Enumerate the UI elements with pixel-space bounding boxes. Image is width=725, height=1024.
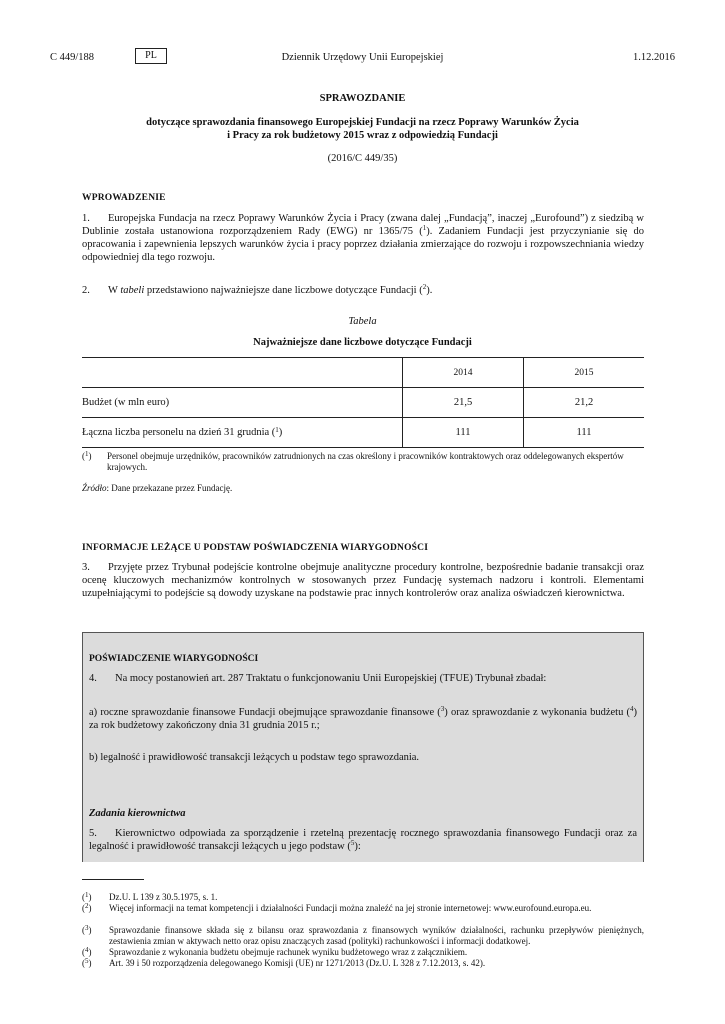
paragraph-2: 2. W tabeli przedstawiono najważniejsze dane liczbowe dotyczące Fundacji ($^2$). (82, 283, 433, 296)
table-row (82, 388, 644, 418)
table-title: Najważniejsze dane liczbowe dotyczące Fundacji (253, 337, 472, 348)
language-badge: PL (135, 48, 167, 64)
key-figures-table (82, 357, 644, 448)
footnote-ref: 2 (422, 283, 427, 291)
paragraph-number: 2. (82, 285, 90, 296)
document-page: C 449/188 Dziennik Urzędowy Unii Europejskiej PL 1.12.2016 SPRAWOZDANIE dotyczące sprawozdania finansowego Europejskiej Fundacji na rzecz Poprawy Warunków Życia i Pracy za rok budżetowy 2015 wraz z odpowiedzią Fundacji (2016/C 449/35) WPROWADZENIE 1. Europejska Fundacja na rzecz Poprawy Warunków Życia i Pracy (zwana dalej „Fundacją”, inaczej „Eurofound”) z siedzibą w Dublinie została ustanowiona rozporządzeniem Rady (EWG) nr 1365/75 ($^1$). Zadaniem Fundacji jest przyczynianie się do opracowania i zapewnienia lepszych warunków życia i pracy poprzez działania zmierzające do rozwoju i rozpowszechniania wiedzy odpowiedniej dla tego rozwoju. 2. W tabeli przedstawiono najważniejsze dane liczbowe dotyczące Fundacji ($^2$). Tabela Najważniejsze dane liczbowe dotyczące Fundacji 2014 2015 Budżet (w mln euro) 21,5 21,2 Łączna liczba personelu na dzień 31 grudnia ($^1$) 111 111 ($^1$) Personel obejmuje urzędników, pracowników zatrudnionych na czas określony i pracowników kontraktowych oraz oddelegowanych ekspertów krajowych. Źródło: Dane przekazane przez Fundację. INFORMACJE LEŻĄCE U PODSTAW POŚWIADCZENIA WIARYGODNOŚCI 3. Przyjęte przez Trybunał podejście kontrolne obejmuje analityczne procedury kontrolne, bezpośrednie badanie transakcji oraz ocenę kluczowych mechanizmów kontrolnych w stosowanych przez Fundację systemach nadzoru i kontroli. Elementami uzupełniającymi to podejście są dowody uzyskane na podstawie prac innych kontrolerów oraz analiza oświadczeń kierownictwa. POŚWIADCZENIE WIARYGODNOŚCI 4. Na mocy postanowień art. 287 Traktatu o funkcjonowaniu Unii Europejskiej (TFUE) Trybunał zbadał: a) roczne sprawozdanie finansowe Fundacji obejmujące sprawozdanie finansowe ($^3$) oraz sprawozdanie z wykonania budżetu ($^4$) za rok budżetowy zakończony dnia 31 grudnia 2015 r.; b) legalność i prawidłowość transakcji leżących u podstaw tego sprawozdania. Zadania kierownictwa 5. Kierownictwo odpowiada za sporządzenie i rzetelną prezentację rocznego sprawozdania finansowego Fundacji oraz za legalność i prawidłowość transakcji leżących u jego podstaw ($^5$): ($^1$) Dz.U. L 139 z 30.5.1975, s. 1. ($^2$) Więcej informacji na temat kompetencji i działalności Fundacji można znaleźć na jej stronie internetowej: www.eurofound.europa.eu. ($^3$) Sprawozdanie finansowe składa się z bilansu oraz sprawozdania z finansowych wyników działalności, rachunku przepływów pieniężnych, zestawienia zmian w aktywach netto oraz opisu znaczących zasad (polityki) rachunkowości i informacji dodatkowej. ($^4$) Sprawozdanie z wykonania budżetu obejmuje rachunek wyniku budżetowego wraz z załącznikiem. ($^5$) Art. 39 i 50 rozporządzenia delegowanego Komisji (UE) nr 1271/2013 (Dz.U. L 328 z 7.12.2013, s. 42). (50, 50, 675, 968)
paragraph-1: 1. Europejska Fundacja na rzecz Poprawy Warunków Życia i Pracy (zwana dalej „Fundacją”, inaczej „Eurofound”) z siedzibą w Dublinie została ustanowiona rozporządzeniem Rady (EWG) nr 1365/75 ($^1$). Zadaniem Fundacji jest przyczynianie się do opracowania i zapewnienia lepszych warunków życia i pracy poprzez działania zmierzające do rozwoju i rozpowszechniania wiedzy odpowiedniej dla tego rozwoju. (82, 213, 644, 263)
box-heading: POŚWIADCZENIE WIARYGODNOŚCI (89, 654, 259, 664)
assurance-statement-box (82, 632, 644, 862)
table-cell: 111 (524, 418, 645, 448)
table-row-label: Budżet (w mln euro) (82, 397, 170, 408)
list-item-b: b) legalność i prawidłowość transakcji leżących u podstaw tego sprawozdania. (89, 752, 420, 763)
paragraph-4: 4. Na mocy postanowień art. 287 Traktatu o funkcjonowaniu Unii Europejskiej (TFUE) Trybunał zbadał: (89, 673, 547, 684)
table-header-2015: 2015 (524, 358, 645, 388)
paragraph-number: 5. (89, 828, 97, 839)
table-cell: 21,2 (524, 388, 645, 418)
table-row (82, 418, 644, 448)
table-header-2014: 2014 (403, 358, 524, 388)
footnote-ref: 1 (422, 224, 427, 232)
report-title: SPRAWOZDANIE (319, 93, 406, 104)
report-subtitle (50, 116, 675, 142)
paragraph-number: 1. (82, 213, 90, 224)
publication-date: 1.12.2016 (633, 52, 675, 63)
page-header (50, 50, 675, 68)
paragraph-5: 5. Kierownictwo odpowiada za sporządzenie i rzetelną prezentację rocznego sprawozdania finansowego Fundacji oraz za legalność i prawidłowość transakcji leżących u jego podstaw ($^5$): (89, 828, 637, 852)
table-cell: 21,5 (403, 388, 524, 418)
paragraph-number: 3. (82, 562, 90, 573)
list-item-a: a) roczne sprawozdanie finansowe Fundacji obejmujące sprawozdanie finansowe ($^3$) oraz sprawozdanie z wykonania budżetu ($^4$) za rok budżetowy zakończony dnia 31 grudnia 2015 r.; (89, 705, 637, 731)
paragraph-number: 4. (89, 673, 97, 684)
footnote-divider (82, 879, 144, 880)
report-code: (2016/C 449/35) (327, 153, 398, 164)
section-heading-info: INFORMACJE LEŻĄCE U PODSTAW POŚWIADCZENIA WIARYGODNOŚCI (82, 543, 429, 553)
section-heading-introduction: WPROWADZENIE (82, 193, 166, 203)
journal-reference: C 449/188 (50, 52, 95, 63)
footnote-ref: 4 (630, 705, 634, 713)
table-header-row (82, 358, 644, 388)
footnote-ref: 5 (350, 839, 355, 847)
table-header-empty (82, 358, 403, 388)
table-source: Źródło: Dane przekazane przez Fundację. (82, 483, 233, 493)
table-footnote-number: ($^1$) (82, 450, 92, 461)
table-footnote: Personel obejmuje urzędników, pracowników zatrudnionych na czas określony i pracowników kontraktowych oraz oddelegowanych ekspertów krajowych. (107, 451, 624, 472)
table-cell: 111 (403, 418, 524, 448)
footnote-ref: 3 (440, 705, 445, 713)
report-subtitle-line-2: i Pracy za rok budżetowy 2015 wraz z odpowiedzią Fundacji (227, 130, 498, 141)
footnote-ref: 1 (275, 426, 279, 434)
paragraph-3: 3. Przyjęte przez Trybunał podejście kontrolne obejmuje analityczne procedury kontrolne, bezpośrednie badanie transakcji oraz ocenę kluczowych mechanizmów kontrolnych w stosowanych przez Fundację systemach nadzoru i kontroli. Elementami uzupełniającymi to podejście są dowody uzyskane na podstawie prac innych kontrolerów oraz analiza oświadczeń kierownictwa. (82, 562, 644, 599)
box-subheading: Zadania kierownictwa (89, 808, 186, 819)
table-row-label: Łączna liczba personelu na dzień 31 grudnia ($^1$) (82, 426, 283, 438)
journal-title: Dziennik Urzędowy Unii Europejskiej (281, 52, 444, 63)
report-subtitle-line-1: dotyczące sprawozdania finansowego Europejskiej Fundacji na rzecz Poprawy Warunków Życia (146, 117, 579, 128)
table-caption: Tabela (348, 316, 377, 327)
